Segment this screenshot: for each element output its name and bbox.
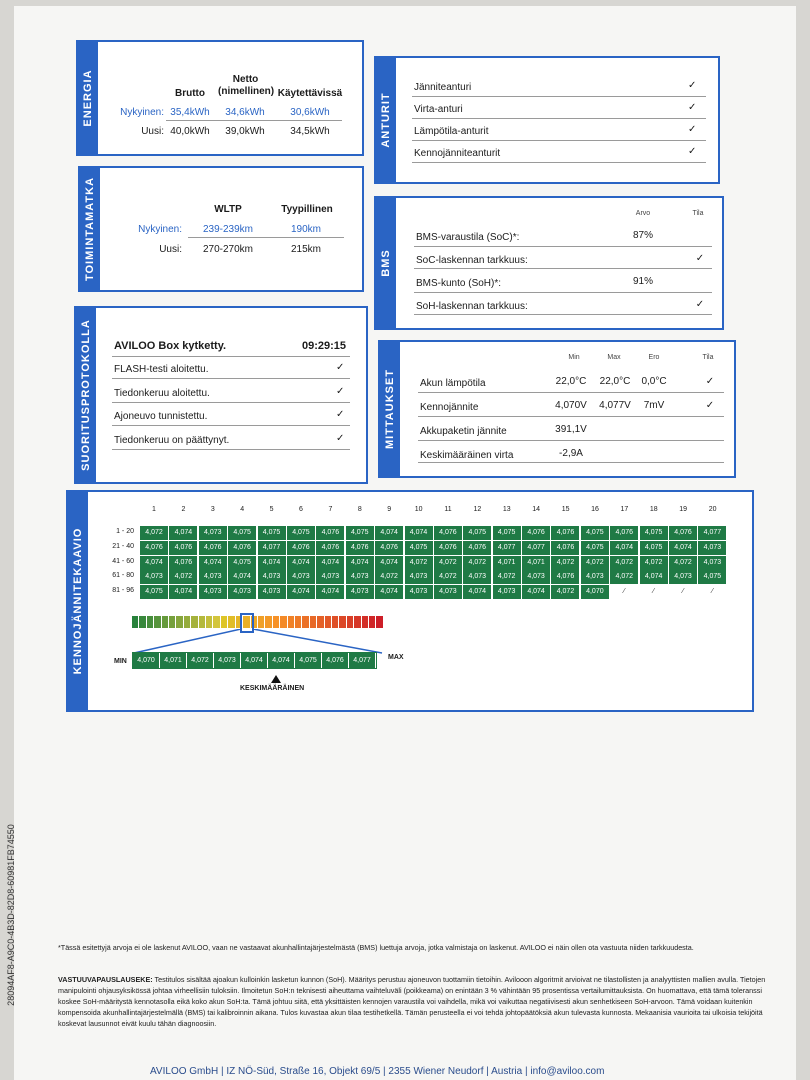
cell-voltage: 4,073 — [698, 556, 726, 570]
cell-voltage: 4,076 — [169, 556, 197, 570]
cell-voltage: 4,076 — [169, 541, 197, 555]
mittaukset-col-max: Max — [607, 354, 621, 361]
protokolla-header: AVILOO Box kytketty. — [114, 340, 227, 352]
cell-voltage: 4,073 — [346, 585, 374, 599]
disclaimer-label: VASTUUVAPAUSLAUSEKE: — [58, 975, 153, 984]
cell-row — [140, 585, 728, 599]
cell-voltage: 4,072 — [434, 570, 462, 584]
mittaukset-side-tab — [380, 342, 400, 476]
mittaukset-row4-label: Keskimääräinen virta — [420, 450, 514, 461]
scale-value: 4,071 — [160, 653, 187, 668]
cell-voltage: 4,073 — [199, 526, 227, 540]
mittaukset-row2-max: 4,077V — [599, 400, 631, 411]
anturit-item-1: Jänniteanturi — [414, 82, 472, 93]
cell-voltage: 4,072 — [551, 556, 579, 570]
cell-column-header: 15 — [561, 506, 570, 513]
energia-row2-kaytettavissa: 34,5kWh — [290, 126, 330, 137]
cell-voltage: 4,073 — [258, 585, 286, 599]
bms-panel — [374, 196, 724, 330]
cell-column-header: 5 — [269, 506, 274, 513]
suoritusprotokolla-title: SUORITUSPROTOKOLLA — [80, 319, 92, 471]
gradient-segment — [199, 616, 205, 628]
mittaukset-row1-tila: ✓ — [705, 376, 715, 387]
bms-row4-label: SoH-laskennan tarkkuus: — [416, 301, 528, 312]
cell-column-header: 12 — [473, 506, 482, 513]
gradient-segment — [302, 616, 308, 628]
cell-row-label: 41 - 60 — [112, 557, 134, 565]
energia-col-netto: Netto (nimellinen) — [218, 74, 275, 97]
protokolla-item-1: FLASH-testi aloitettu. — [114, 364, 209, 375]
cell-voltage: 4,076 — [346, 541, 374, 555]
cell-voltage: 4,076 — [463, 541, 491, 555]
cell-empty: ⁄ — [653, 588, 655, 596]
energia-side-tab — [78, 42, 98, 154]
cell-voltage: 4,074 — [640, 570, 668, 584]
cell-voltage: 4,073 — [287, 570, 315, 584]
gradient-segment — [221, 616, 227, 628]
scale-value: 4,073 — [214, 653, 241, 668]
average-marker-icon — [271, 675, 281, 683]
cell-voltage: 4,076 — [287, 541, 315, 555]
bms-row2-label: SoC-laskennan tarkkuus: — [416, 255, 528, 266]
cell-voltage: 4,075 — [640, 526, 668, 540]
gradient-segment — [184, 616, 190, 628]
cell-column-header: 11 — [444, 506, 452, 513]
cell-voltage: 4,075 — [581, 526, 609, 540]
cell-voltage: 4,072 — [640, 556, 668, 570]
cell-voltage: 4,073 — [199, 570, 227, 584]
gradient-segment — [339, 616, 345, 628]
cell-voltage: 4,074 — [375, 526, 403, 540]
mittaukset-row4-min: -2,9A — [559, 448, 583, 459]
gradient-segment — [147, 616, 153, 628]
cell-column-header: 10 — [414, 506, 423, 513]
disclaimer-text: Testitulos sisältää ajoakun kulloinkin lasketun kunnon (SoH). Määritys perustuu ajoneuvon tuottamiin tietoihin. Avilooon algoritmit arvioivat ne tilastollisten ja analyyttisten mallien avulla. Tietojen manipulointi ohjausyksikössä johtaa virheellisiin tuloksiin. Ilmoitetun SoH:n teknisesti aiheuttama vaihteluväli (poikkeama) on enintään 3 % vähintään 95 prosentissa vertailumittauksista. On huomattava, että tämä toleranssi koskee SoH-määritystä kennotasolla eikä koko akun SoH:ta. Tämä johtuu siitä, että yksittäisten kennojen varaustila voi vaihdella, mikä voi vaikuttaa negatiivisesti akun senhetkiseen SoH-arvoon. Tämä voidaan kuitenkin kompensoida akunhallintajärjestelmällä (BMS) tai kalibroinnin aikana. Tulos kuvastaa akun tilaa testihetkellä. Tämän perusteella ei voi tehdä johtopäätöksiä akun tulevasta kunnosta. Mekaanisia vaurioita tai ulkoisia tekijöitä koskevat lausunnot eivät kuulu tähän diagnoosiin. — [58, 975, 766, 1028]
cell-voltage: 4,076 — [610, 526, 638, 540]
cell-voltage: 4,072 — [493, 570, 521, 584]
cell-voltage: 4,075 — [140, 585, 168, 599]
cell-voltage: 4,074 — [316, 556, 344, 570]
cell-voltage: 4,076 — [434, 541, 462, 555]
protokolla-item-4: Tiedonkeruu on päättynyt. — [114, 435, 230, 446]
cell-voltage: 4,074 — [199, 556, 227, 570]
gradient-segment — [332, 616, 338, 628]
cell-voltage: 4,072 — [669, 556, 697, 570]
cell-voltage: 4,073 — [463, 570, 491, 584]
cell-voltage: 4,071 — [522, 556, 550, 570]
cell-empty: ⁄ — [682, 588, 684, 596]
kennojannitekaavio-title: KENNOJÄNNITEKAAVIO — [72, 527, 84, 675]
cell-voltage: 4,077 — [258, 541, 286, 555]
cell-column-header: 3 — [210, 506, 215, 513]
cell-row-label: 21 - 40 — [112, 542, 134, 550]
cell-voltage: 4,076 — [522, 526, 550, 540]
toimintamatka-row2-wltp: 270-270km — [202, 244, 254, 255]
anturit-side-tab — [376, 58, 396, 182]
cell-column-header: 8 — [357, 506, 362, 513]
cell-voltage: 4,075 — [346, 526, 374, 540]
gradient-segment — [139, 616, 145, 628]
cell-voltage: 4,073 — [493, 585, 521, 599]
mittaukset-row3-label: Akkupaketin jännite — [420, 426, 507, 437]
anturit-title: ANTURIT — [380, 92, 392, 148]
mittaukset-row1-min: 22,0°C — [555, 376, 587, 387]
cell-voltage: 4,075 — [287, 526, 315, 540]
cell-voltage: 4,071 — [493, 556, 521, 570]
kennojannitekaavio-side-tab — [68, 492, 88, 710]
suoritusprotokolla-side-tab — [76, 308, 96, 482]
cell-column-header: 16 — [591, 506, 599, 513]
cell-voltage: 4,072 — [463, 556, 491, 570]
cell-voltage: 4,075 — [640, 541, 668, 555]
anturit-item-4: Kennojänniteanturit — [414, 148, 501, 159]
cell-row — [140, 541, 728, 555]
suoritusprotokolla-panel: SUORITUSPROTOKOLLA AVILOO Box kytketty. 09:29:15 FLASH-testi aloitettu. ✓ Tiedonkeruu aloitettu. ✓ Ajoneuvo tunnistettu. ✓ Tiedonkeruu on päättynyt. ✓ — [74, 306, 368, 484]
cell-voltage: 4,072 — [375, 570, 403, 584]
cell-voltage: 4,075 — [258, 526, 286, 540]
cell-column-header: 17 — [620, 506, 629, 513]
mittaukset-col-tila: Tila — [702, 354, 714, 361]
scale-value: 4,075 — [295, 653, 322, 668]
document-code — [4, 770, 18, 1060]
bms-row1-arvo: 87% — [632, 230, 653, 241]
toimintamatka-title: TOIMINTAMATKA — [84, 176, 96, 282]
cell-voltage: 4,076 — [316, 526, 344, 540]
cell-empty: ⁄ — [623, 588, 625, 596]
footnote: *Tässä esitettyjä arvoja ei ole laskenut AVILOO, vaan ne vastaavat akunhallintajärjestelmästä (BMS) luettuja arvoja, jotka valmistaja on laskenut. AVILOO ei näin ollen ota vastuuta niiden tarkkuudesta. — [58, 943, 694, 952]
cell-voltage: 4,073 — [405, 585, 433, 599]
energia-row2-label: Uusi: — [141, 126, 164, 137]
cell-voltage: 4,075 — [463, 526, 491, 540]
cell-voltage: 4,074 — [405, 526, 433, 540]
cell-voltage: 4,074 — [287, 556, 315, 570]
cell-voltage: 4,072 — [610, 570, 638, 584]
energia-row1-kaytettavissa: 30,6kWh — [290, 107, 330, 118]
cell-voltage: 4,077 — [698, 526, 726, 540]
voltage-gradient-bar — [132, 616, 384, 628]
cell-voltage: 4,072 — [551, 585, 579, 599]
cell-column-header: 7 — [328, 506, 333, 513]
cell-voltage: 4,072 — [405, 556, 433, 570]
gradient-segment — [288, 616, 294, 628]
gradient-segment — [213, 616, 219, 628]
cell-voltage: 4,072 — [434, 556, 462, 570]
footer-address: AVILOO GmbH | IZ NÖ-Süd, Straße 16, Objekt 69/5 | 2355 Wiener Neudorf | Austria | info@aviloo.com — [150, 1066, 605, 1077]
energia-row1-label: Nykyinen: — [120, 107, 164, 118]
cell-voltage: 4,074 — [346, 556, 374, 570]
cell-voltage: 4,075 — [698, 570, 726, 584]
bms-col-arvo: Arvo — [635, 210, 651, 217]
document-code-text: 28094AF8-A9C0-4B3D-82D8-60981FB74550 — [6, 824, 16, 1006]
gradient-segment — [354, 616, 360, 628]
energia-row2-netto: 39,0kWh — [225, 126, 265, 137]
cell-voltage: 4,073 — [140, 570, 168, 584]
energia-col-kaytettavissa: Käytettävissä — [277, 88, 343, 99]
mittaukset-row2-ero: 7mV — [643, 400, 665, 411]
scale-value: 4,074 — [241, 653, 268, 668]
voltage-scale — [132, 652, 377, 669]
cell-row-label: 1 - 20 — [116, 528, 134, 535]
cell-voltage: 4,073 — [581, 570, 609, 584]
anturit-item-3: Lämpötila-anturit — [414, 126, 489, 137]
mittaukset-row3-min: 391,1V — [555, 424, 587, 435]
cell-column-header: 1 — [152, 506, 156, 513]
cell-voltage: 4,074 — [169, 585, 197, 599]
cell-column-header: 13 — [502, 506, 511, 513]
cell-voltage: 4,075 — [493, 526, 521, 540]
energia-row1-netto: 34,6kWh — [225, 107, 265, 118]
mittaukset-row1-ero: 0,0°C — [641, 376, 667, 387]
cell-voltage: 4,076 — [199, 541, 227, 555]
bms-row3-label: BMS-kunto (SoH)*: — [416, 278, 502, 289]
cell-column-header: 9 — [387, 506, 392, 513]
cell-voltage: 4,075 — [228, 556, 256, 570]
gradient-segment — [347, 616, 353, 628]
gradient-segment — [317, 616, 323, 628]
cell-voltage: 4,076 — [434, 526, 462, 540]
cell-voltage: 4,076 — [551, 570, 579, 584]
gradient-segment — [325, 616, 331, 628]
cell-row — [140, 556, 728, 570]
cell-row-label: 61 - 80 — [112, 572, 134, 580]
anturit-panel: ANTURIT Jänniteanturi ✓ Virta-anturi ✓ Lämpötila-anturit ✓ Kennojänniteanturit ✓ — [374, 56, 720, 184]
cell-voltage: 4,073 — [228, 585, 256, 599]
cell-voltage: 4,073 — [698, 541, 726, 555]
toimintamatka-row2-typ: 215km — [290, 244, 321, 255]
mittaukset-col-min: Min — [568, 354, 580, 361]
toimintamatka-col-typ: Tyypillinen — [281, 204, 333, 215]
cell-voltage: 4,074 — [140, 556, 168, 570]
gradient-segment — [132, 616, 138, 628]
cell-voltage: 4,074 — [375, 556, 403, 570]
cell-voltage: 4,073 — [199, 585, 227, 599]
cell-voltage: 4,070 — [581, 585, 609, 599]
gradient-segment — [273, 616, 279, 628]
cell-voltage: 4,076 — [140, 541, 168, 555]
gradient-segment — [191, 616, 197, 628]
scale-value: 4,070 — [133, 653, 160, 668]
scale-max-label: MAX — [388, 654, 404, 661]
toimintamatka-row1-label: Nykyinen: — [138, 224, 182, 235]
cell-voltage: 4,074 — [610, 541, 638, 555]
cell-column-header: 2 — [181, 506, 186, 513]
toimintamatka-col-wltp: WLTP — [214, 204, 242, 215]
cell-column-header: 19 — [679, 506, 688, 513]
cell-voltage: 4,075 — [405, 541, 433, 555]
cell-voltage: 4,074 — [287, 585, 315, 599]
bms-row4-tila: ✓ — [695, 299, 705, 310]
bms-col-tila: Tila — [692, 210, 704, 217]
cell-voltage: 4,074 — [522, 585, 550, 599]
gradient-segment — [376, 616, 382, 628]
cell-row — [140, 570, 728, 584]
bms-row3-arvo: 91% — [632, 276, 653, 287]
kennojannitekaavio-panel — [66, 490, 754, 712]
toimintamatka-side-tab — [80, 168, 100, 290]
cell-voltage: 4,074 — [169, 526, 197, 540]
energia-col-brutto: Brutto — [175, 88, 205, 99]
cell-voltage: 4,074 — [258, 556, 286, 570]
energia-title: ENERGIA — [82, 69, 94, 127]
toimintamatka-row1-wltp: 239-239km — [202, 224, 254, 235]
scale-value: 4,074 — [268, 653, 295, 668]
protokolla-item-3: Ajoneuvo tunnistettu. — [114, 411, 208, 422]
toimintamatka-panel — [78, 166, 364, 292]
energia-panel — [76, 40, 364, 156]
cell-voltage: 4,072 — [169, 570, 197, 584]
anturit-item-2: Virta-anturi — [414, 104, 463, 115]
cell-voltage: 4,073 — [346, 570, 374, 584]
toimintamatka-row2-label: Uusi: — [159, 244, 182, 255]
disclaimer — [58, 974, 770, 1029]
cell-column-header: 14 — [532, 506, 541, 513]
gradient-segment — [228, 616, 234, 628]
bms-row2-tila: ✓ — [695, 253, 705, 264]
cell-voltage: 4,074 — [669, 541, 697, 555]
bms-row1-label: BMS-varaustila (SoC)*: — [416, 232, 520, 243]
cell-voltage: 4,073 — [669, 570, 697, 584]
energia-row2-brutto: 40,0kWh — [170, 126, 210, 137]
energia-row1-brutto: 35,4kWh — [170, 107, 210, 118]
mittaukset-row1-label: Akun lämpötila — [420, 378, 486, 389]
cell-voltage: 4,075 — [228, 526, 256, 540]
cell-voltage: 4,076 — [375, 541, 403, 555]
gradient-segment — [362, 616, 368, 628]
cell-voltage: 4,076 — [551, 526, 579, 540]
protokolla-item-2: Tiedonkeruu aloitettu. — [114, 388, 210, 399]
cell-column-header: 4 — [240, 506, 245, 513]
cell-voltage: 4,074 — [228, 570, 256, 584]
gradient-segment — [280, 616, 286, 628]
cell-voltage: 4,073 — [522, 570, 550, 584]
cell-voltage: 4,075 — [581, 541, 609, 555]
gradient-segment — [169, 616, 175, 628]
cell-voltage: 4,073 — [434, 585, 462, 599]
cell-voltage: 4,076 — [316, 541, 344, 555]
mittaukset-row2-label: Kennojännite — [420, 402, 479, 413]
cell-voltage: 4,077 — [522, 541, 550, 555]
cell-row-label: 81 - 96 — [112, 587, 134, 595]
gradient-segment — [369, 616, 375, 628]
cell-voltage: 4,072 — [610, 556, 638, 570]
cell-voltage: 4,074 — [375, 585, 403, 599]
mittaukset-row2-tila: ✓ — [705, 400, 715, 411]
cell-voltage: 4,072 — [140, 526, 168, 540]
mittaukset-panel — [378, 340, 736, 478]
cell-voltage: 4,074 — [463, 585, 491, 599]
mittaukset-title: MITTAUKSET — [384, 368, 396, 450]
mittaukset-row2-min: 4,070V — [555, 400, 587, 411]
protokolla-time: 09:29:15 — [302, 340, 347, 352]
cell-voltage: 4,076 — [669, 526, 697, 540]
cell-voltage: 4,077 — [493, 541, 521, 555]
gradient-segment — [265, 616, 271, 628]
scale-value: 4,076 — [322, 653, 349, 668]
gradient-segment — [176, 616, 182, 628]
cell-voltage: 4,076 — [551, 541, 579, 555]
mittaukset-row1-max: 22,0°C — [599, 376, 631, 387]
average-label: KESKIMÄÄRÄINEN — [240, 685, 305, 692]
cell-voltage: 4,074 — [316, 585, 344, 599]
gradient-segment — [154, 616, 160, 628]
bms-side-tab — [376, 198, 396, 328]
cell-voltage: 4,072 — [581, 556, 609, 570]
gradient-segment — [162, 616, 168, 628]
scale-value: 4,072 — [187, 653, 214, 668]
cell-row — [140, 526, 728, 540]
cell-voltage: 4,073 — [316, 570, 344, 584]
cell-voltage: 4,073 — [405, 570, 433, 584]
mittaukset-col-ero: Ero — [648, 354, 660, 361]
gradient-segment — [206, 616, 212, 628]
scale-min-label: MIN — [114, 658, 127, 665]
toimintamatka-row1-typ: 190km — [290, 224, 321, 235]
bms-title: BMS — [380, 249, 392, 277]
cell-column-header: 6 — [299, 506, 303, 513]
scale-value: 4,077 — [349, 653, 376, 668]
gradient-segment — [295, 616, 301, 628]
cell-voltage: 4,076 — [228, 541, 256, 555]
cell-column-header: 20 — [708, 506, 717, 513]
cell-voltage: 4,073 — [258, 570, 286, 584]
cell-empty: ⁄ — [711, 588, 713, 596]
gradient-segment — [258, 616, 264, 628]
gradient-segment — [310, 616, 316, 628]
cell-column-header: 18 — [649, 506, 658, 513]
